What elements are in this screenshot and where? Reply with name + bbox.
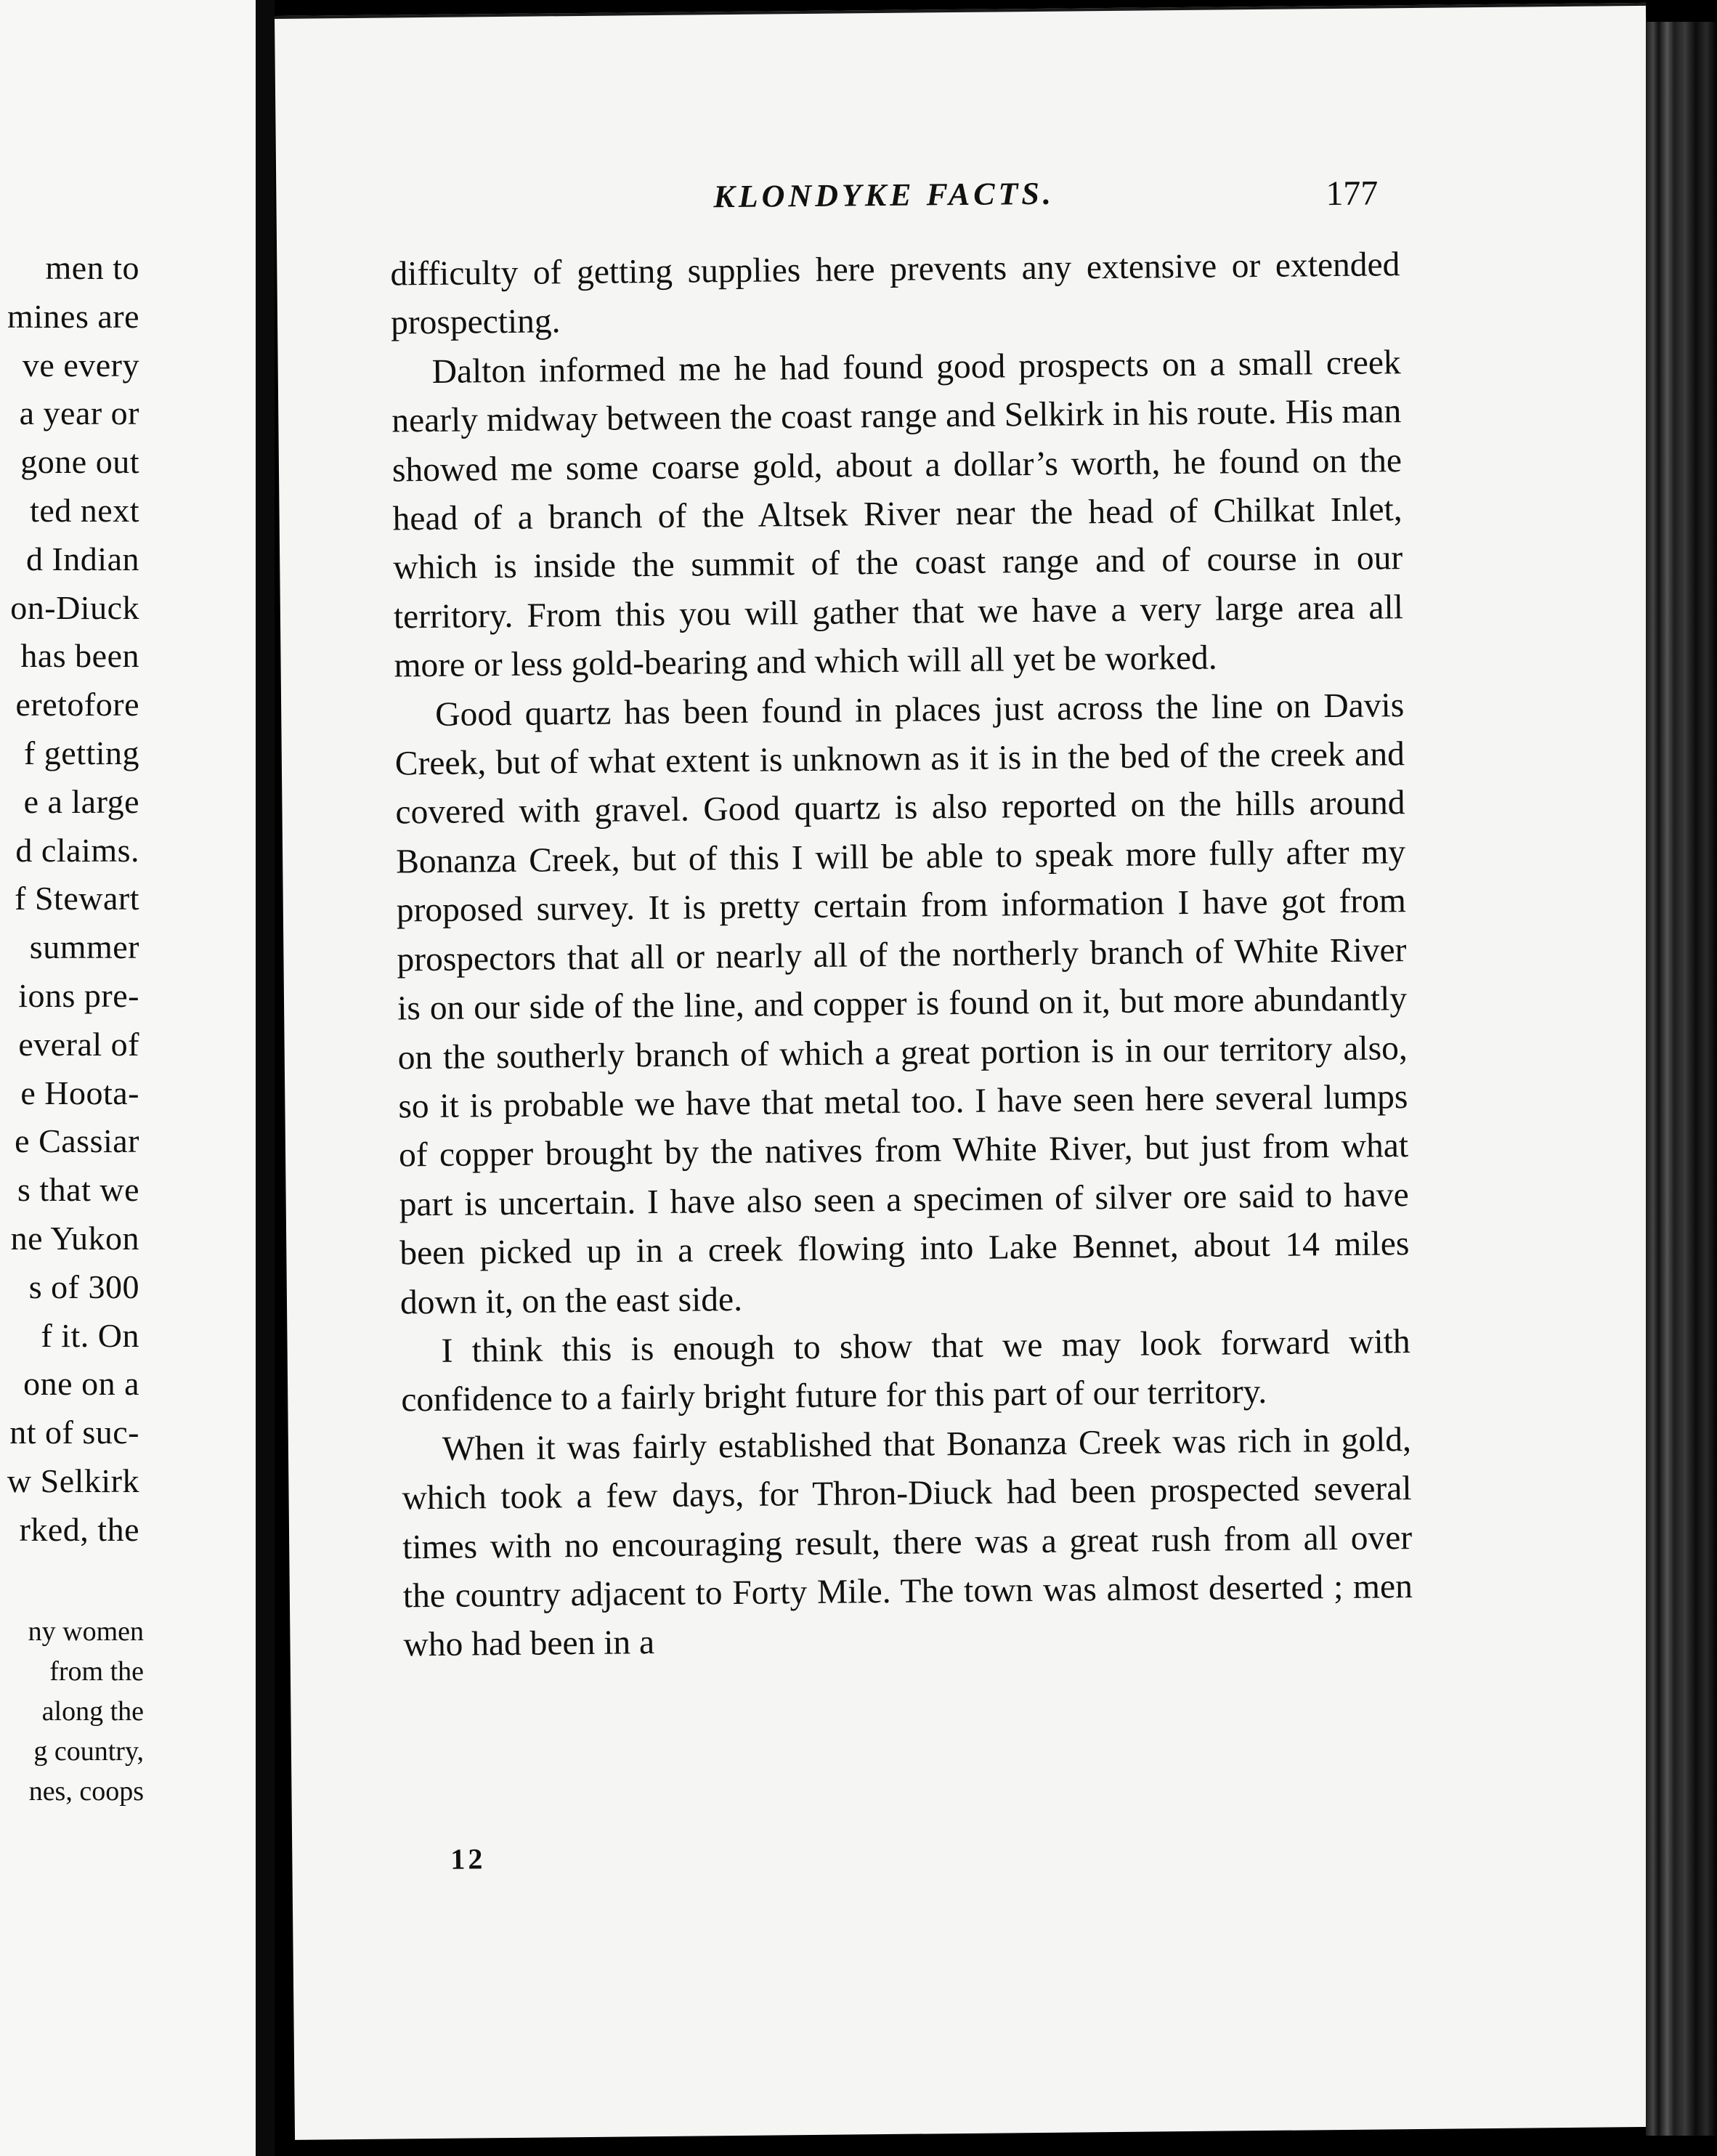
left-page-line: has been: [20, 637, 139, 675]
paragraph-quartz: Good quartz has been found in places just across the line on Davis Creek, but of what extent is unknown as it is in the bed of the creek and covered with gravel. Good quartz is also reported on the hills around Bonanza Creek, but of this I will be able to speak more fully after my proposed survey. It is pretty certain from information I have got from prospectors that all or nearly all of the northerly branch of White River is on our side of the line, and copper is found on it, but more abundantly on the southerly branch of which a great portion is in our territory also, so it is probable we have that metal too. I have seen here several lumps of copper brought by the natives from White River, but just from what part is uncertain. I have also seen a specimen of silver ore said to have been picked up in a creek flowing into Lake Bennet, about 14 miles down it, on the east side.: [394, 686, 1410, 1321]
left-page-line: gone out: [20, 443, 139, 481]
left-page-line: d Indian: [25, 540, 139, 578]
left-page-footnote-line: ny women: [28, 1616, 144, 1647]
left-page-footnote-line: g country,: [33, 1736, 144, 1767]
left-page-line: f it. On: [41, 1316, 139, 1354]
right-page: [275, 3, 1666, 2140]
running-title: KLONDYKE FACTS.: [713, 175, 1055, 215]
left-page-footnote-line: from the: [49, 1656, 144, 1687]
left-page-line: f Stewart: [15, 880, 139, 917]
left-page-line: d claims.: [15, 831, 139, 869]
left-page-line: e a large: [23, 782, 139, 820]
left-page-line: men to: [45, 249, 139, 286]
left-page-footnote-line: along the: [41, 1696, 144, 1727]
left-page-line: ions pre-: [18, 977, 139, 1014]
left-page: [0, 0, 256, 2156]
left-page-line: everal of: [18, 1025, 139, 1063]
page-number: 177: [1326, 174, 1379, 214]
left-page-line: summer: [29, 928, 139, 966]
printer-signature-mark: 12: [450, 1842, 486, 1876]
left-page-line: e Cassiar: [15, 1122, 139, 1160]
left-page-line: on-Diuck: [10, 588, 139, 626]
left-page-line: mines are: [7, 297, 139, 335]
book-gutter: [256, 0, 275, 2156]
left-page-line: a year or: [19, 394, 139, 432]
left-page-line: ted next: [30, 492, 139, 529]
left-page-line: ve every: [22, 346, 139, 384]
paragraph-future: I think this is enough to show that we may look forward with confidence to a fairly bright future for this part of our territory.: [401, 1323, 1410, 1419]
paragraph-bonanza-rush: When it was fairly established that Bonanza Creek was rich in gold, which took a few days, for Thron-Diuck had been prospected several times with no encouraging result, there was a great rush from all over the country adjacent to Forty Mile. The town was almost deserted ; men who had been in a: [402, 1420, 1413, 1664]
paragraph-continuation: difficulty of getting supplies here prevents any extensive or extended prospecting.: [390, 246, 1400, 342]
left-page-line: w Selkirk: [7, 1462, 139, 1499]
left-page-line: eretofore: [15, 686, 139, 724]
left-page-line: rked, the: [19, 1510, 139, 1548]
page-header: [276, 169, 1647, 226]
left-page-line: f getting: [23, 734, 139, 771]
body-text: [390, 240, 1413, 1670]
left-page-line: s that we: [17, 1171, 139, 1209]
left-page-line: s of 300: [28, 1268, 139, 1305]
left-page-footnote-line: nes, coops: [28, 1776, 144, 1807]
paragraph-dalton: Dalton informed me he had found good prospects on a small creek nearly midway between the coast range and Selkirk in his route. His man showed me some coarse gold, about a dollar’s worth, he found on the head of a branch of the Altsek River near the head of Chilkat Inlet, which is inside the summit of the coast range and of course in our territory. From this you will gather that we have a very large area all more or less gold-bearing and which will all yet be worked.: [391, 343, 1404, 685]
page-edges: [1646, 22, 1717, 2136]
left-page-line: nt of suc-: [9, 1414, 139, 1451]
left-page-line: ne Yukon: [10, 1220, 139, 1257]
left-page-line: e Hoota-: [20, 1074, 139, 1111]
left-page-line: one on a: [23, 1365, 139, 1403]
